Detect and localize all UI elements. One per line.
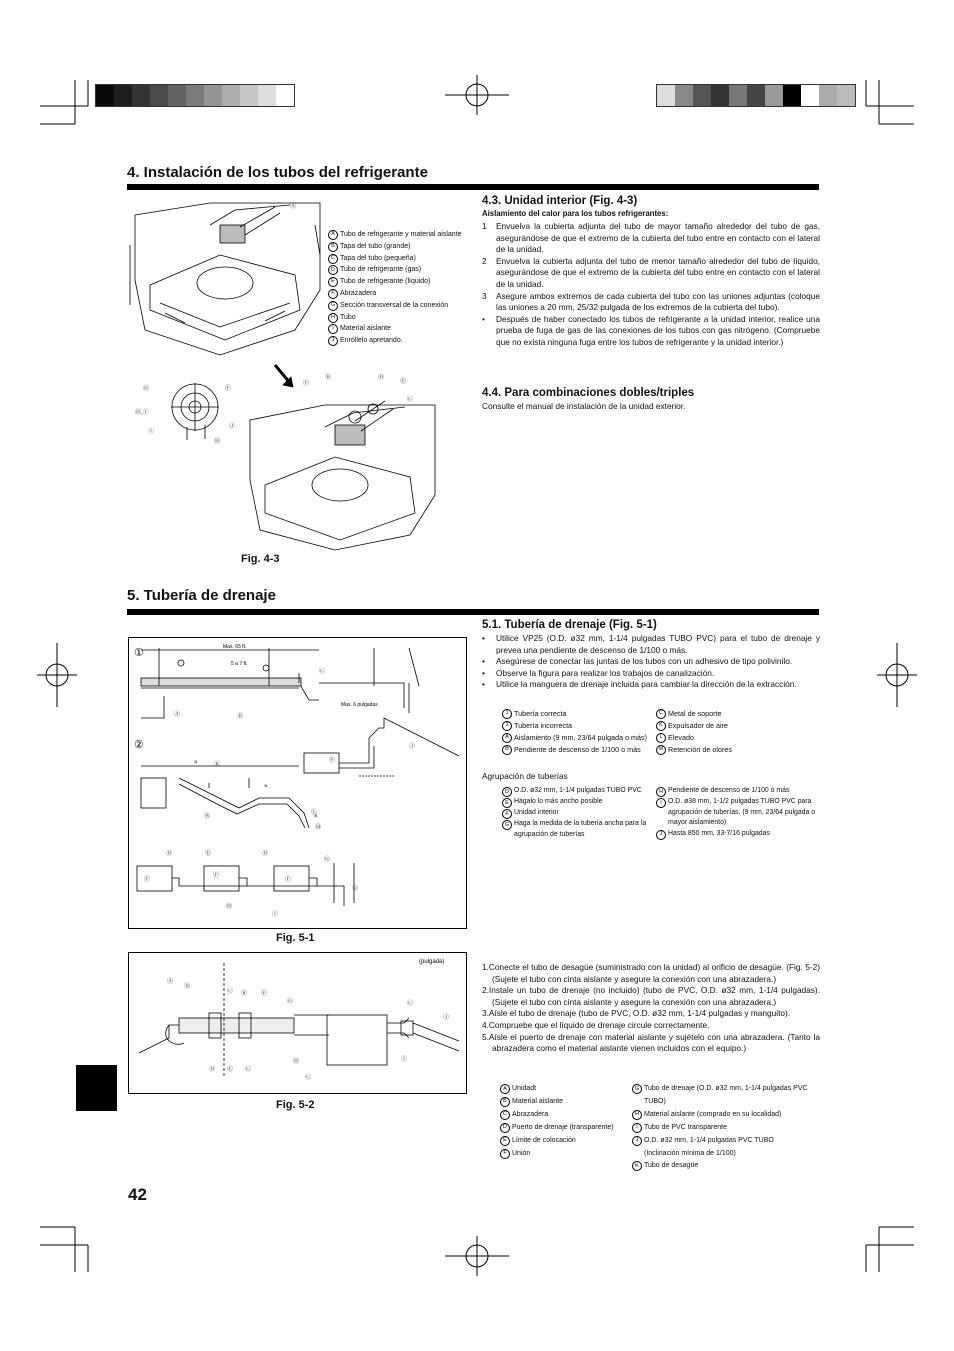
svg-text:Ⓑ: Ⓑ	[184, 984, 191, 990]
legend-5-1-left	[502, 708, 652, 756]
s43-subtitle: Aislamiento del calor para los tubos refrigerantes:	[482, 209, 669, 218]
svg-text:×: ×	[194, 760, 198, 766]
legend-item	[502, 732, 652, 744]
legend-item	[656, 720, 820, 732]
legend-key: I	[632, 1123, 642, 1133]
legend-key: C	[328, 254, 338, 264]
legend-grouping-right	[656, 786, 820, 840]
svg-text:Ⓕ: Ⓕ	[225, 386, 232, 392]
svg-text:Ⓐ: Ⓐ	[290, 204, 297, 210]
svg-text:Ⓒ: Ⓒ	[407, 397, 414, 403]
svg-text:Ⓗ: Ⓗ	[226, 904, 233, 910]
svg-text:Ⓛ: Ⓛ	[311, 810, 318, 816]
s51-bullets	[482, 633, 820, 691]
legend-key: K	[632, 1161, 642, 1171]
legend-item	[328, 276, 464, 288]
svg-text:Ⓔ: Ⓔ	[205, 851, 212, 857]
svg-text:Ⓕ: Ⓕ	[329, 758, 336, 764]
legend-item	[632, 1135, 822, 1148]
s44-text: Consulte el manual de instalación de la unidad exterior.	[482, 401, 686, 411]
svg-text:Ⓗ: Ⓗ	[214, 439, 221, 445]
bullet-item	[482, 656, 820, 668]
svg-text:Ⓙ: Ⓙ	[229, 424, 236, 430]
svg-text:Ⓚ: Ⓚ	[241, 991, 248, 997]
legend-item	[328, 264, 464, 276]
legend-item	[502, 819, 652, 840]
legend-text: Material aislante	[512, 1097, 563, 1105]
svg-text:Ⓔ: Ⓔ	[227, 1067, 234, 1073]
s43-list	[482, 221, 820, 349]
legend-key: I	[328, 324, 338, 334]
bullet-text: Observe la figura para realizar los trabajos de canalización.	[496, 667, 715, 678]
svg-text:②: ②	[134, 739, 144, 751]
legend-text: Material aislante	[340, 325, 391, 333]
section-5-title: 5. Tubería de drenaje	[127, 587, 276, 604]
legend-text: Unión	[512, 1149, 531, 1157]
legend-key: H	[328, 313, 338, 323]
svg-text:Ⓜ: Ⓜ	[315, 825, 322, 831]
svg-text:Ⓖ: Ⓖ	[324, 857, 331, 863]
legend-text: Límite de colocación	[512, 1136, 576, 1144]
legend-key: 2	[502, 721, 512, 731]
legend-key: H	[656, 787, 666, 797]
svg-text:×: ×	[314, 814, 318, 820]
legend-item	[656, 744, 820, 756]
legend-text: Pendiente de descenso de 1/100 o más	[514, 744, 641, 754]
bullet-mark: •	[482, 633, 485, 643]
section-4-title: 4. Instalación de los tubos del refrigerante	[127, 164, 428, 181]
svg-text:Ⓚ: Ⓚ	[214, 762, 221, 768]
legend-key: B	[502, 745, 512, 755]
svg-text:Ⓑ: Ⓑ	[237, 714, 244, 720]
svg-text:Ⓓ: Ⓓ	[166, 851, 173, 857]
legend-text: Sección transversal de la conexión	[340, 301, 449, 309]
s43-title: 4.3. Unidad interior (Fig. 4-3)	[482, 195, 638, 207]
legend-text: Hágalo lo más ancho posible	[514, 798, 603, 805]
legend-text: Tubo de refrigerante (gas)	[340, 266, 422, 274]
legend-key: J	[656, 830, 666, 840]
section-5-rule	[127, 609, 819, 615]
legend-text: Tubería incorrecta	[514, 720, 573, 730]
fig-5-1-box	[128, 637, 467, 929]
legend-key: A	[328, 230, 338, 240]
legend-key: D	[502, 787, 512, 797]
legend-text: O.D. ø32 mm, 1-1/4 pulgadas TUBO PVC	[514, 787, 642, 794]
svg-text:Ⓗ: Ⓗ	[293, 1059, 300, 1065]
legend-item	[502, 708, 652, 720]
list-text: Después de haber conectado los tubos de refrigerante a la unidad interior, realice una prueba de fuga de gas de las conexiones de los tubos con gas nitrógeno. (Compruebe que no exista ninguna fuga entre los tubos de refrigerante y la unidad interior.)	[496, 313, 820, 347]
legend-item	[328, 335, 464, 347]
drain-step: 5.Aísle el puerto de drenaje con material aislante y sujételo con una abrazadera. (Tanto la abrazadera como el material aislante vienen incluidos con el equipo.)	[482, 1031, 820, 1054]
drain-step: 2.Instale un tubo de drenaje (no incluido) (tubo de PVC, O.D. ø32 mm, 1-1/4 pulgadas). (Sujete el tubo con cinta aislante y asegure la conexión con una abrazadera.)	[482, 985, 820, 1007]
legend-text: Elevado	[668, 732, 694, 742]
legend-grouping-left	[502, 786, 652, 840]
grouping-title: Agrupación de tuberías	[482, 771, 568, 781]
legend-item	[328, 288, 464, 300]
legend-text: O.D. ø38 mm, 1-1/2 pulgadas TUBO PVC para agrupación de tuberías. (9 mm, 23/64 pulgada o mayor aislamiento)	[668, 798, 816, 826]
fig-5-2-label: Fig. 5-2	[276, 1099, 315, 1111]
section-4-rule	[127, 184, 819, 190]
legend-item	[632, 1160, 822, 1173]
fig-5-2-drawing	[129, 953, 466, 1093]
list-number: •	[482, 313, 485, 324]
svg-text:Ⓗ,Ⓘ: Ⓗ,Ⓘ	[135, 410, 149, 416]
legend-text: Tapa del tubo (grande)	[340, 242, 411, 250]
fig-5-2-box	[128, 952, 467, 1094]
legend-text: Pendiente de descenso de 1/100 o más	[668, 787, 790, 794]
list-item	[482, 256, 820, 291]
page-number: 42	[128, 1185, 147, 1204]
legend-key: I	[656, 798, 666, 808]
legend-text: Tubería correcta	[514, 709, 567, 718]
list-text: Asegure ambos extremos de cada cubierta del tubo con las uniones adjuntas (coloque las uniones a 20 mm, 25/32 pulgada de los extremos de la cubierta del tubo).	[496, 290, 820, 313]
legend-item	[502, 720, 652, 732]
legend-item	[656, 786, 820, 797]
legend-item	[328, 312, 464, 324]
svg-text:Ⓑ: Ⓑ	[325, 375, 332, 381]
svg-text:Ⓕ: Ⓕ	[285, 877, 292, 883]
legend-item	[632, 1083, 822, 1109]
list-item	[482, 314, 820, 349]
legend-text: Unidadt	[512, 1085, 537, 1092]
fig-4-3-label: Fig. 4-3	[241, 553, 280, 565]
list-number: 2	[482, 255, 487, 266]
legend-key: B	[500, 1097, 510, 1107]
svg-text:Ⓓ: Ⓓ	[262, 851, 269, 857]
svg-text:Ⓖ: Ⓖ	[352, 886, 359, 892]
bullet-mark: •	[482, 667, 485, 678]
bullet-mark: •	[482, 679, 485, 690]
legend-5-2-right	[632, 1083, 822, 1173]
fig51-max6: Max. 6 pulgadas	[341, 702, 378, 708]
list-number: 1	[482, 221, 487, 231]
list-item	[482, 221, 820, 256]
legend-item	[632, 1109, 822, 1122]
legend-key: E	[500, 1136, 510, 1146]
section-tab	[76, 1065, 117, 1111]
legend-item	[328, 300, 464, 312]
legend-key: M	[656, 745, 666, 755]
svg-text:Ⓐ: Ⓐ	[167, 979, 174, 985]
drain-step: 1.Conecte el tubo de desagüe (suministrado con la unidad) al orificio de desagüe. (Fig. 5-2) (Sujete el tubo con cinta aislante y asegure la conexión con una abrazadera.)	[482, 962, 820, 984]
legend-text: Tubo de refrigerante y material aislante	[340, 231, 462, 238]
legend-key: J	[632, 1136, 642, 1146]
fig52-unit: (pulgada)	[419, 959, 445, 965]
legend-text: O.D. ø32 mm, 1-1/4 pulgadas PVC TUBO	[644, 1136, 774, 1144]
legend-key: G	[502, 820, 512, 830]
fig51-max65: Max. 65 ft.	[223, 644, 247, 650]
fig-4-3-legend	[328, 229, 464, 347]
legend-text: (Inclinación mínima de 1/100)	[644, 1149, 736, 1157]
svg-text:Ⓒ: Ⓒ	[407, 1001, 414, 1007]
legend-key: A	[502, 733, 512, 743]
svg-text:Ⓕ: Ⓕ	[303, 381, 310, 387]
svg-text:Ⓒ: Ⓒ	[305, 1075, 312, 1081]
legend-item	[632, 1122, 822, 1135]
svg-text:Ⓒ: Ⓒ	[319, 669, 326, 675]
legend-key: L	[656, 733, 666, 743]
bullet-item	[482, 633, 820, 656]
legend-text: Unidad interior	[514, 809, 559, 816]
svg-text:Ⓒ: Ⓒ	[245, 1067, 252, 1073]
bullet-text: Asegúrese de conectar las juntas de los tubos con un adhesivo de tipo polivinilo.	[496, 656, 793, 667]
legend-item	[656, 708, 820, 720]
legend-item	[656, 797, 820, 829]
fig51-five: 5 a 7 ft.	[231, 661, 248, 667]
legend-text: Expulsador de aire	[668, 720, 728, 730]
svg-text:Ⓖ: Ⓖ	[287, 999, 294, 1005]
legend-key: K	[656, 721, 666, 731]
bullet-mark: •	[482, 656, 485, 667]
svg-text:Ⓖ: Ⓖ	[143, 386, 150, 392]
legend-text: Aislamiento (9 mm, 23/64 pulgada o más)	[514, 732, 648, 742]
legend-key: E	[328, 277, 338, 287]
legend-text: Tubo de desagüe	[644, 1162, 699, 1170]
bullet-item	[482, 679, 820, 691]
legend-item	[656, 732, 820, 744]
svg-text:Ⓔ: Ⓔ	[400, 379, 407, 385]
svg-text:×: ×	[264, 784, 268, 790]
legend-item	[502, 797, 652, 808]
legend-item	[656, 829, 820, 840]
legend-text: Tubo de drenaje (O.D. ø32 mm, 1-1/4 pulgadas PVC TUBO)	[644, 1085, 808, 1105]
drain-step: 3.Aísle el tubo de drenaje (tubo de PVC, O.D. ø32 mm, 1-1/4 pulgadas y manguito).	[482, 1008, 791, 1019]
list-number: 3	[482, 290, 487, 301]
bullet-text: Utilice la manguera de drenaje incluida para cambiar la dirección de la extracción.	[496, 679, 797, 690]
legend-key: H	[632, 1110, 642, 1120]
legend-text: Tubo de refrigerante (líquido)	[340, 278, 431, 286]
legend-item	[502, 808, 652, 819]
legend-text: Puerto de drenaje (transparente)	[512, 1123, 614, 1131]
legend-text: Tubo	[340, 313, 356, 321]
svg-text:Ⓕ: Ⓕ	[261, 991, 268, 997]
legend-key: G	[632, 1084, 642, 1094]
s44-title: 4.4. Para combinaciones dobles/triples	[482, 387, 695, 399]
svg-text:Ⓙ: Ⓙ	[443, 1015, 450, 1021]
legend-key: B	[328, 242, 338, 252]
legend-item	[328, 253, 464, 265]
svg-text:Ⓙ: Ⓙ	[409, 744, 416, 750]
legend-item	[632, 1148, 822, 1161]
legend-item	[502, 744, 652, 756]
legend-key: D	[500, 1123, 510, 1133]
legend-item	[328, 241, 464, 253]
legend-key: F	[502, 809, 512, 819]
list-item	[482, 291, 820, 314]
legend-text: Haga la medida de la tubería ancha para la agrupación de tuberías	[514, 820, 647, 838]
svg-text:Ⓓ: Ⓓ	[378, 375, 385, 381]
legend-text: Material aislante (comprado en su localidad)	[644, 1110, 782, 1118]
svg-text:Ⓕ: Ⓕ	[213, 873, 220, 879]
fig-5-1-drawing	[129, 638, 466, 928]
legend-key: J	[328, 336, 338, 346]
legend-item	[328, 229, 464, 241]
legend-key: C	[500, 1110, 510, 1120]
legend-text: Abrazadera	[340, 289, 377, 297]
svg-text:Ⓘ: Ⓘ	[401, 1057, 408, 1063]
legend-key: D	[328, 265, 338, 275]
drain-steps	[482, 962, 820, 1055]
svg-text:Ⓐ: Ⓐ	[174, 712, 181, 718]
svg-text:Ⓒ: Ⓒ	[227, 989, 234, 995]
legend-key: C	[656, 709, 666, 719]
legend-text: Metal de soporte	[668, 709, 722, 718]
list-text: Envuelva la cubierta adjunta del tubo de menor tamaño alrededor del tubo de líquido, asegurándose de que el extremo de la cubierta del tubo entre en contacto con el lateral de la unidad.	[496, 255, 820, 289]
legend-key: E	[502, 798, 512, 808]
svg-text:Ⓕ: Ⓕ	[144, 877, 151, 883]
legend-text: Hasta 850 mm, 33-7/16 pulgadas	[668, 829, 770, 837]
legend-key: 1	[502, 709, 512, 719]
list-text: Envuelva la cubierta adjunta del tubo de mayor tamaño alrededor del tubo de gas, asegurándose de que el extremo de la cubierta del tubo entre en contacto con el lateral de la unidad.	[496, 221, 820, 255]
legend-key: A	[500, 1084, 510, 1094]
legend-5-1-right	[656, 708, 820, 756]
legend-text: Enróllelo apretando.	[340, 337, 403, 345]
svg-text:Ⓘ: Ⓘ	[148, 429, 155, 435]
bullet-text: Utilice VP25 (O.D. ø32 mm, 1-1/4 pulgadas TUBO PVC) para el tubo de drenaje y prevea una pendiente de descenso de 1/100 o más.	[496, 633, 820, 655]
legend-key: F	[328, 289, 338, 299]
svg-text:Ⓑ: Ⓑ	[204, 814, 211, 820]
bullet-item	[482, 668, 820, 680]
svg-text:Ⓓ: Ⓓ	[209, 1067, 216, 1073]
legend-item	[328, 323, 464, 335]
fig-5-1-label: Fig. 5-1	[276, 932, 315, 944]
legend-item	[502, 786, 652, 797]
legend-key: F	[500, 1149, 510, 1159]
s51-title: 5.1. Tubería de drenaje (Fig. 5-1)	[482, 619, 657, 631]
legend-text: Tapa del tubo (pequeña)	[340, 254, 416, 262]
svg-text:Ⓘ: Ⓘ	[272, 912, 279, 918]
svg-text:①: ①	[134, 647, 144, 659]
drain-step: 4.Compruebe que el líquido de drenaje circule correctamente.	[482, 1019, 710, 1030]
legend-text: Retención de olores	[668, 744, 732, 754]
legend-key: G	[328, 301, 338, 311]
legend-text: Abrazadera	[512, 1110, 549, 1118]
legend-text: Tubo de PVC transparente	[644, 1123, 728, 1131]
